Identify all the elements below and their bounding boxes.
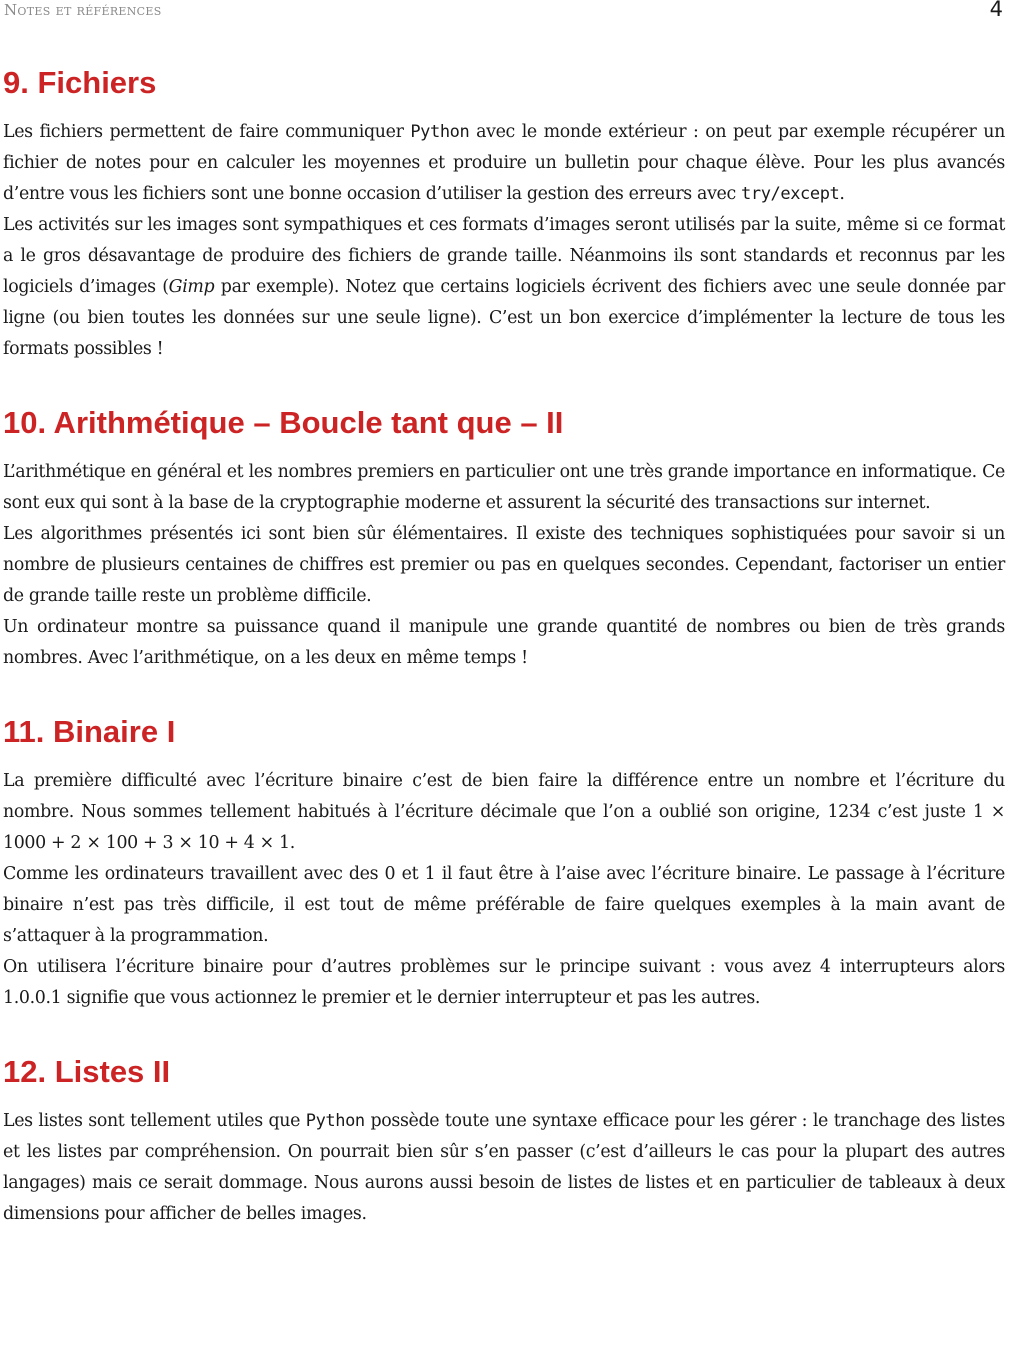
section-body bbox=[3, 117, 1005, 365]
inline-code: try/except bbox=[741, 184, 840, 204]
section-heading: 10. Arithmétique – Boucle tant que – II bbox=[3, 405, 564, 440]
section-listes bbox=[3, 1054, 1005, 1230]
paragraph: Les activités sur les images sont sympathiques et ces formats d’images seront utilisés par la suite, même si ce format a le gros désavantage de produire des fichiers de grande taille. Néanmoins ils sont standards et reconnus par les logiciels d’images (Gimp par exemple). Notez que certains logiciels écrivent des fichiers avec une seule donnée par ligne (ou bien toutes les données sur une seule ligne). C’est un bon exercice d’implémenter la lecture de tous les formats possibles ! bbox=[3, 215, 1005, 359]
paragraph: L’arithmétique en général et les nombres premiers en particulier ont une très grande importance en informatique. Ce sont eux qui sont à la base de la cryptographie moderne et assurent la sécurité des transactions sur internet. bbox=[3, 462, 1005, 513]
running-title: Notes et références bbox=[4, 1, 162, 19]
page-number: 4 bbox=[989, 0, 1003, 21]
software-name: Gimp bbox=[168, 277, 215, 297]
section-body bbox=[3, 766, 1005, 1014]
paragraph: Un ordinateur montre sa puissance quand il manipule une grande quantité de nombres ou bien de très grands nombres. Avec l’arithmétique, on a les deux en même temps ! bbox=[3, 617, 1005, 668]
paragraph: On utilisera l’écriture binaire pour d’autres problèmes sur le principe suivant : vous avez 4 interrupteurs alors 1.0.0.1 signifie que vous actionnez le premier et le dernier interrupteur et pas les autres. bbox=[3, 957, 1005, 1008]
section-heading: 12. Listes II bbox=[3, 1054, 171, 1089]
section-binaire bbox=[3, 714, 1005, 1014]
section-heading: 9. Fichiers bbox=[3, 65, 157, 100]
section-fichiers bbox=[3, 65, 1005, 365]
inline-code: Python bbox=[305, 1111, 365, 1131]
section-heading: 11. Binaire I bbox=[3, 714, 176, 749]
section-body bbox=[3, 1106, 1005, 1230]
paragraph: Les fichiers permettent de faire communiquer Python avec le monde extérieur : on peut par exemple récupérer un fichier de notes pour en calculer les moyennes et produire un bulletin pour chaque élève. Pour les plus avancés d’entre vous les fichiers sont une bonne occasion d’utiliser la gestion des erreurs avec try/except. bbox=[3, 122, 1005, 204]
section-arithmetique bbox=[3, 405, 1005, 674]
paragraph: Les listes sont tellement utiles que Python possède toute une syntaxe efficace pour les gérer : le tranchage des listes et les listes par compréhension. On pourrait bien sûr s’en passer (c’est d’ailleurs le cas pour la plupart des autres langages) mais ce serait dommage. Nous aurons aussi besoin de listes de listes et en particulier de tableaux à deux dimensions pour afficher de belles images. bbox=[3, 1111, 1005, 1224]
page-header bbox=[3, 0, 1005, 24]
paragraph: Comme les ordinateurs travaillent avec des 0 et 1 il faut être à l’aise avec l’écriture binaire. Le passage à l’écriture binaire n’est pas très difficile, il est tout de même préférable de faire quelques exemples à la main avant de s’attaquer à la programmation. bbox=[3, 864, 1005, 946]
paragraph: Les algorithmes présentés ici sont bien sûr élémentaires. Il existe des techniques sophistiquées pour savoir si un nombre de plusieurs centaines de chiffres est premier ou pas en quelques secondes. Cependant, factoriser un entier de grande taille reste un problème difficile. bbox=[3, 524, 1005, 606]
section-body bbox=[3, 457, 1005, 674]
paragraph: La première difficulté avec l’écriture binaire c’est de bien faire la différence entre un nombre et l’écriture du nombre. Nous sommes tellement habitués à l’écriture décimale que l’on a oublié son origine, 1234 c’est juste 1 × 1000 + 2 × 100 + 3 × 10 + 4 × 1. bbox=[3, 771, 1005, 853]
inline-code: Python bbox=[410, 122, 470, 142]
